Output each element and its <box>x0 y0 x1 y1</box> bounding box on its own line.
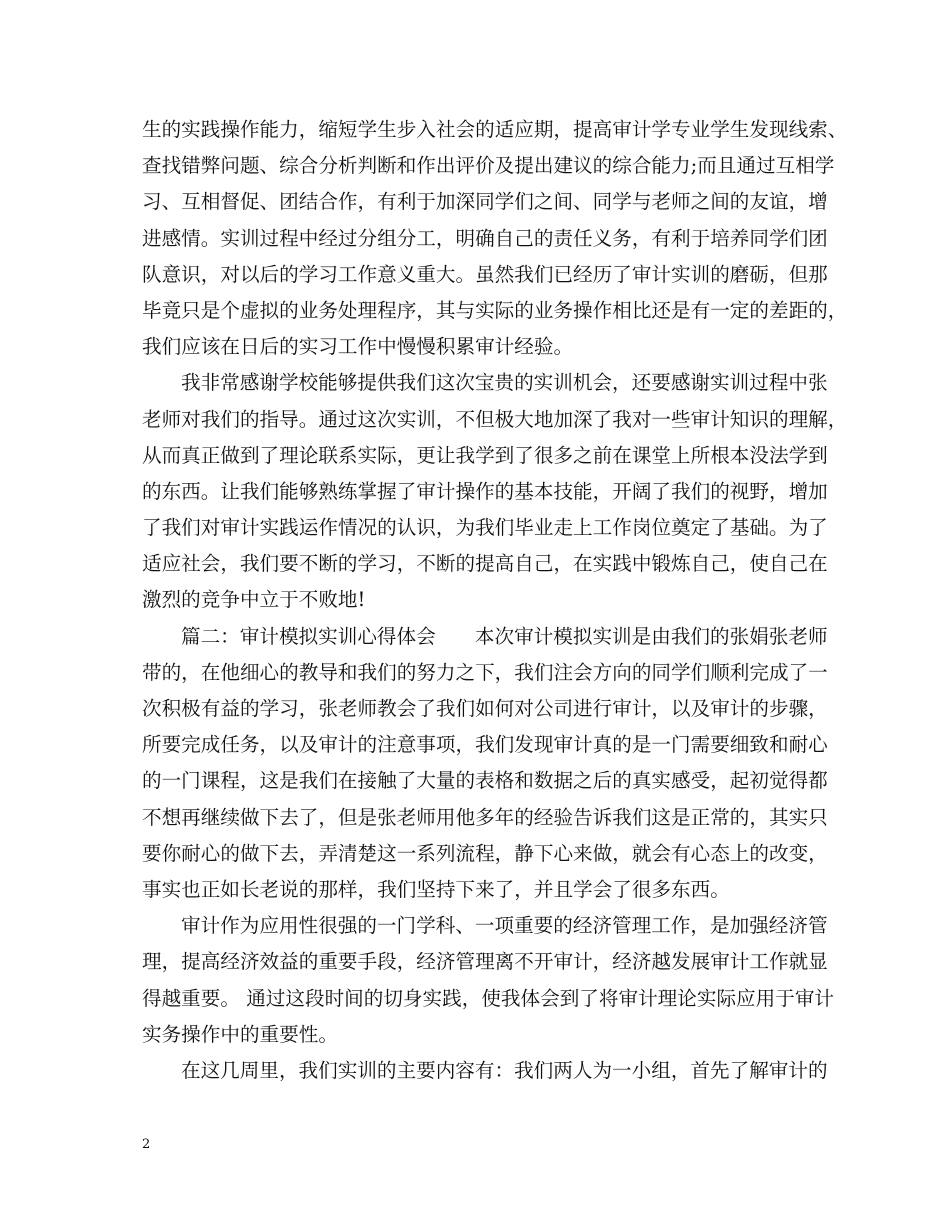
text-line: 次积极有益的学习，张老师教会了我们如何对公司进行审计，以及审计的步骤， <box>142 697 828 720</box>
text-line: 理，提高经济效益的重要手段，经济管理离不开审计，经济越发展审计工作就显 <box>142 950 828 974</box>
text-line: 在这几周里，我们实训的主要内容有：我们两人为一小组，首先了解审计的 <box>181 1058 828 1082</box>
text-line: 的一门课程，这是我们在接触了大量的表格和数据之后的真实感受，起初觉得都 <box>142 769 828 793</box>
text-line: 得越重要。 通过这段时间的切身实践，使我体会到了将审计理论实际应用于审计 <box>142 986 835 1010</box>
body-text <box>142 112 848 1089</box>
text-line: 实务操作中的重要性。 <box>142 1022 338 1046</box>
text-line: 了我们对审计实践运作情况的认识，为我们毕业走上工作岗位奠定了基础。为了 <box>142 516 828 540</box>
text-line: 老师对我们的指导。通过这次实训，不但极大地加深了我对一些审计知识的理解， <box>142 407 848 431</box>
text-line: 进感情。实训过程中经过分组分工，明确自己的责任义务，有利于培养同学们团 <box>142 226 828 250</box>
text-line: 生的实践操作能力，缩短学生步入社会的适应期，提高审计学专业学生发现线索、 <box>142 118 848 141</box>
text-line: 毕竟只是个虚拟的业务处理程序，其与实际的业务操作相比还是有一定的差距的， <box>142 298 848 322</box>
text-line: 我们应该在日后的实习工作中慢慢积累审计经验。 <box>142 335 574 359</box>
text-line: 篇二：审计模拟实训心得体会 本次审计模拟实训是由我们的张娟张老师 <box>181 624 828 648</box>
text-line: 带的，在他细心的教导和我们的努力之下，我们注会方向的同学们顺利完成了一 <box>142 660 828 684</box>
text-line: 查找错弊问题、综合分析判断和作出评价及提出建议的综合能力;而且通过互相学 <box>142 154 835 178</box>
page-number: 2 <box>142 1137 151 1152</box>
text-line: 不想再继续做下去了，但是张老师用他多年的经验告诉我们这是正常的，其实只 <box>142 805 828 829</box>
text-line: 习、互相督促、团结合作，有利于加深同学们之间、同学与老师之间的友谊，增 <box>142 190 828 214</box>
text-line: 审计作为应用性很强的一门学科、一项重要的经济管理工作，是加强经济管 <box>181 914 828 938</box>
text-line: 激烈的竞争中立于不败地! <box>142 588 366 612</box>
text-line: 适应社会，我们要不断的学习，不断的提高自己，在实践中锻炼自己，使自己在 <box>142 552 828 576</box>
text-line: 的东西。让我们能够熟练掌握了审计操作的基本技能，开阔了我们的视野，增加 <box>142 479 828 503</box>
text-line: 要你耐心的做下去，弄清楚这一系列流程，静下心来做，就会有心态上的改变， <box>142 841 828 865</box>
text-line: 从而真正做到了理论联系实际，更让我学到了很多之前在课堂上所根本没法学到 <box>142 443 828 467</box>
text-line: 队意识，对以后的学习工作意义重大。虽然我们已经历了审计实训的磨砺，但那 <box>142 262 828 286</box>
text-line: 我非常感谢学校能够提供我们这次宝贵的实训机会，还要感谢实训过程中张 <box>181 371 828 395</box>
text-line: 所要完成任务，以及审计的注意事项，我们发现审计真的是一门需要细致和耐心 <box>142 733 828 757</box>
text-line: 事实也正如长老说的那样，我们坚持下来了，并且学会了很多东西。 <box>142 877 730 901</box>
